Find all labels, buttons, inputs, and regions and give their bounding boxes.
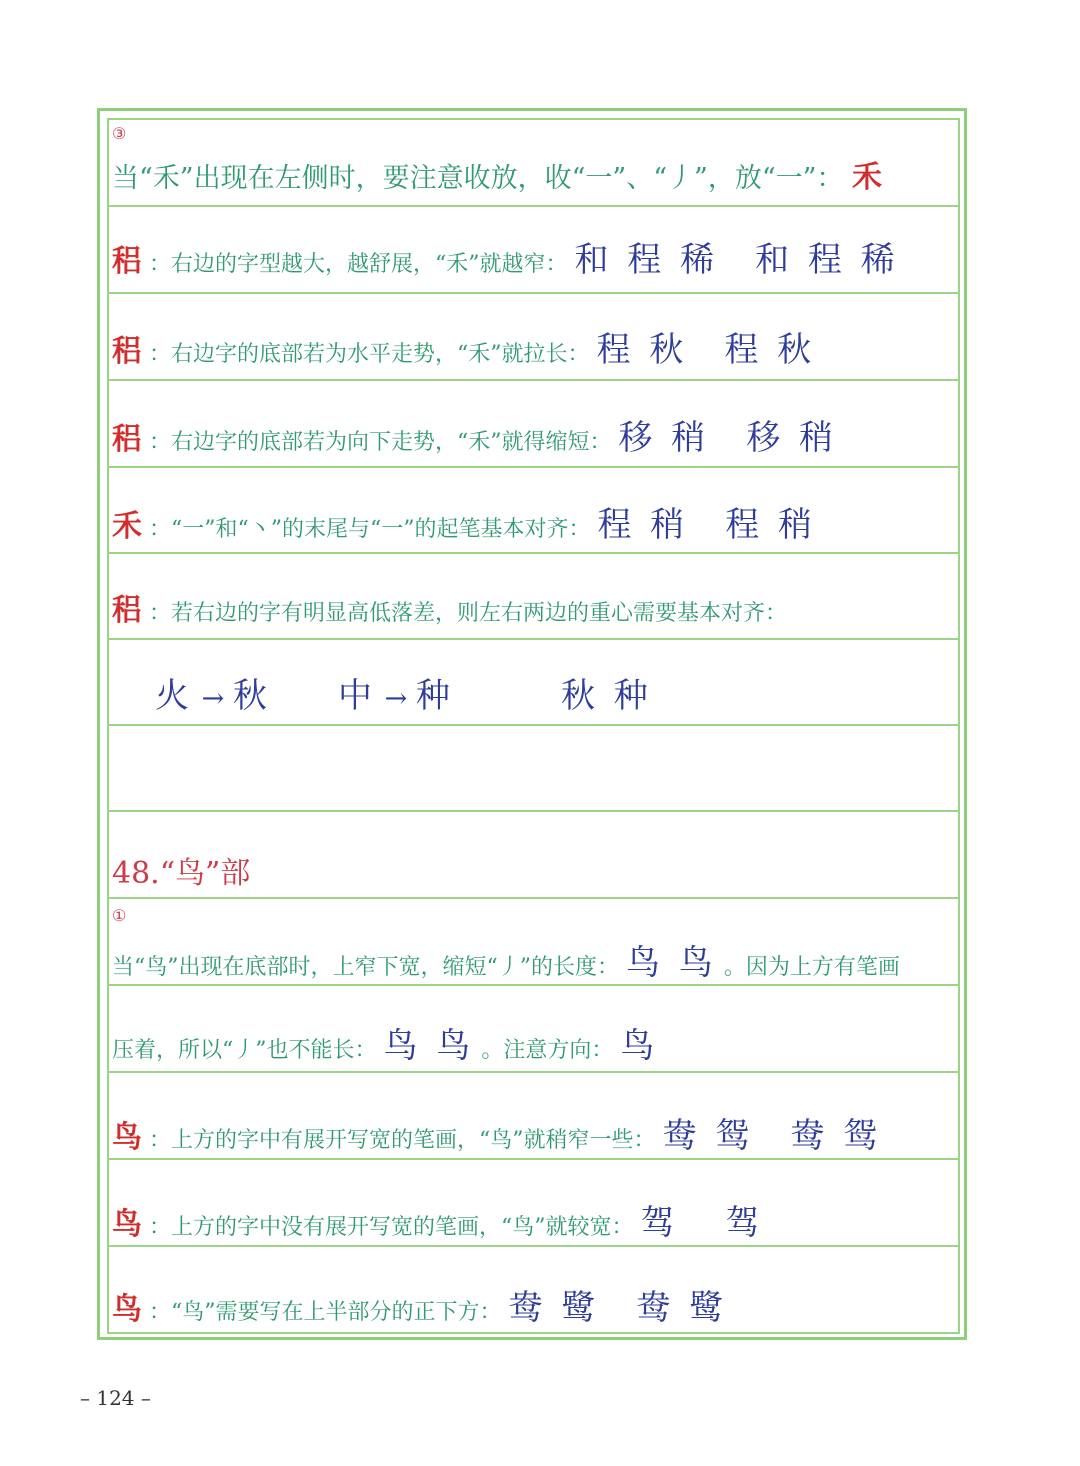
rule-line-7 <box>155 668 652 717</box>
bad-examples: 秋 种 <box>561 676 652 716</box>
radical-char: 鸟 <box>112 1292 142 1327</box>
rule <box>109 1071 958 1073</box>
rule-line-10 <box>112 1108 881 1157</box>
rule-text: ：右边的字型越大，越舒展，“禾”就越窄： <box>149 252 568 277</box>
good-examples: 和 程 稀 <box>574 240 719 280</box>
result-char: 种 <box>415 676 454 716</box>
good-examples: 鸯 鹭 <box>508 1288 600 1328</box>
rule-line-2 <box>112 232 899 281</box>
radical-char: 鸟 <box>112 1120 142 1155</box>
radical-char: 稆 <box>112 593 142 628</box>
section-title: 48.“鸟”部 <box>112 856 251 891</box>
radical-char: 稆 <box>112 244 142 279</box>
rule <box>109 466 958 468</box>
good-examples: 驾 <box>640 1203 679 1243</box>
rule-text: ：右边字的底部若为水平走势，“禾”就拉长： <box>149 342 590 367</box>
rule <box>109 984 958 986</box>
good-examples: 鸯 鸳 <box>662 1116 754 1156</box>
rule <box>109 1158 958 1160</box>
radical-char: 禾 <box>112 509 142 544</box>
rule-line-3 <box>112 322 815 371</box>
example-char: 鸟 <box>620 1026 659 1066</box>
rule <box>109 897 958 899</box>
bad-examples: 移 稍 <box>746 418 838 458</box>
radical-char: 鸟 <box>112 1207 142 1242</box>
rule-text: ：上方的字中没有展开写宽的笔画，“鸟”就较宽： <box>149 1215 634 1240</box>
rule-text: 当“禾”出现在左侧时，要注意收放，收“一”、“丿”，放“一”： <box>112 163 844 194</box>
radical-char: 稆 <box>112 422 142 457</box>
rule <box>109 810 958 812</box>
page-number: – 124 – <box>80 1386 151 1410</box>
component-char: 火 <box>155 676 193 716</box>
bad-examples: 程 秋 <box>724 330 816 370</box>
rule-line-4 <box>112 410 837 459</box>
arrow-icon: → <box>384 683 408 714</box>
rule-text: 当“鸟”出现在底部时，上窄下宽，缩短“丿”的长度： <box>112 955 619 980</box>
bad-examples: 和 程 稀 <box>755 240 899 280</box>
rule-line-12 <box>112 1280 727 1329</box>
rule <box>109 724 958 726</box>
rule-text: 压着，所以“丿”也不能长： <box>112 1038 377 1063</box>
bad-examples: 驾 <box>725 1203 764 1243</box>
rule-line-1 <box>112 152 882 196</box>
rule <box>109 638 958 640</box>
rule-line-9 <box>112 1018 658 1067</box>
bad-examples: 鸯 鹭 <box>636 1288 728 1328</box>
rule-text-tail: 。注意方向： <box>481 1038 614 1063</box>
rule-line-6 <box>112 585 787 629</box>
section-marker: ③ <box>112 124 127 143</box>
radical-char: 稆 <box>112 334 142 369</box>
rule-text: ：若右边的字有明显高低落差，则左右两边的重心需要基本对齐： <box>149 601 788 626</box>
example-char: 禾 <box>852 160 883 195</box>
rule-line-8 <box>112 935 900 984</box>
rule-text-tail: 。因为上方有笔画 <box>723 955 900 980</box>
bad-examples: 程 稍 <box>725 505 817 545</box>
bad-examples: 鸯 鸳 <box>790 1116 882 1156</box>
rule <box>109 1245 958 1247</box>
good-examples: 移 稍 <box>618 418 710 458</box>
rule-text: ：“鸟”需要写在上半部分的正下方： <box>149 1300 502 1325</box>
component-char: 中 <box>338 676 376 716</box>
rule-line-5 <box>112 497 816 546</box>
arrow-icon: → <box>201 683 225 714</box>
rule <box>109 552 958 554</box>
rule <box>109 205 958 207</box>
result-char: 秋 <box>232 676 271 716</box>
rule <box>109 292 958 294</box>
good-examples: 程 稍 <box>597 505 689 545</box>
rule <box>109 379 958 381</box>
rule-text: ：上方的字中有展开写宽的笔画，“鸟”就稍窄一些： <box>149 1128 656 1153</box>
example-chars: 鸟 鸟 <box>626 943 717 983</box>
good-examples: 程 秋 <box>596 330 688 370</box>
section-marker: ① <box>112 906 127 925</box>
rule-text: ：“一”和“丶”的末尾与“一”的起笔基本对齐： <box>149 517 591 542</box>
rule-line-11 <box>112 1195 764 1244</box>
rule-text: ：右边字的底部若为向下走势，“禾”就得缩短： <box>149 430 612 455</box>
example-chars: 鸟 鸟 <box>383 1026 475 1066</box>
